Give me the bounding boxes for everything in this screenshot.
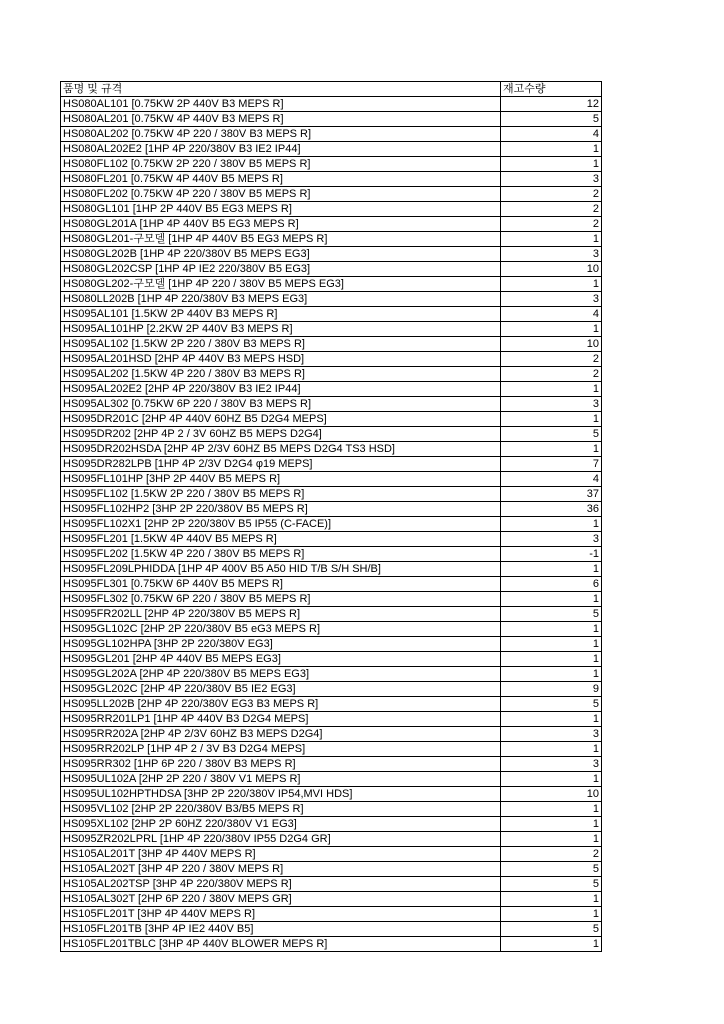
stock-qty-cell: 3	[501, 532, 602, 547]
product-name-cell: HS105FL201TBLC [3HP 4P 440V BLOWER MEPS R]	[61, 937, 501, 952]
header-product-name: 품명 및 규격	[61, 82, 501, 97]
product-name-cell: HS095AL202E2 [2HP 4P 220/380V B3 IE2 IP44]	[61, 382, 501, 397]
stock-qty-cell: 5	[501, 862, 602, 877]
table-row	[61, 547, 602, 562]
product-name-cell: HS095GL102C [2HP 2P 220/380V B5 eG3 MEPS R]	[61, 622, 501, 637]
product-name-cell: HS080GL202B [1HP 4P 220/380V B5 MEPS EG3]	[61, 247, 501, 262]
table-row	[61, 847, 602, 862]
product-name-cell: HS095RR302 [1HP 6P 220 / 380V B3 MEPS R]	[61, 757, 501, 772]
stock-qty-cell: 3	[501, 757, 602, 772]
table-row	[61, 577, 602, 592]
product-name-cell: HS095GL102HPA [3HP 2P 220/380V EG3]	[61, 637, 501, 652]
product-name-cell: HS095RR201LP1 [1HP 4P 440V B3 D2G4 MEPS]	[61, 712, 501, 727]
table-row	[61, 532, 602, 547]
product-name-cell: HS080GL202CSP [1HP 4P IE2 220/380V B5 EG3]	[61, 262, 501, 277]
stock-qty-cell: 1	[501, 442, 602, 457]
product-name-cell: HS095UL102HPTHDSA [3HP 2P 220/380V IP54,MVI HDS]	[61, 787, 501, 802]
stock-qty-cell: 3	[501, 247, 602, 262]
stock-qty-cell: 1	[501, 517, 602, 532]
product-name-cell: HS080GL201A [1HP 4P 440V B5 EG3 MEPS R]	[61, 217, 501, 232]
table-row	[61, 787, 602, 802]
stock-qty-cell: 1	[501, 592, 602, 607]
product-name-cell: HS095AL202 [1.5KW 4P 220 / 380V B3 MEPS R]	[61, 367, 501, 382]
product-name-cell: HS080GL202-구모델 [1HP 4P 220 / 380V B5 MEPS EG3]	[61, 277, 501, 292]
table-row	[61, 232, 602, 247]
inventory-table-body	[61, 82, 602, 952]
stock-qty-cell: 2	[501, 847, 602, 862]
stock-qty-cell: 3	[501, 172, 602, 187]
product-name-cell: HS095FR202LL [2HP 4P 220/380V B5 MEPS R]	[61, 607, 501, 622]
stock-qty-cell: 5	[501, 877, 602, 892]
stock-qty-cell: 5	[501, 112, 602, 127]
product-name-cell: HS095XL102 [2HP 2P 60HZ 220/380V V1 EG3]	[61, 817, 501, 832]
table-row	[61, 682, 602, 697]
stock-qty-cell: 6	[501, 577, 602, 592]
stock-qty-cell: 1	[501, 667, 602, 682]
stock-qty-cell: 7	[501, 457, 602, 472]
table-row	[61, 97, 602, 112]
stock-qty-cell: 1	[501, 652, 602, 667]
inventory-table	[60, 81, 602, 952]
table-row	[61, 667, 602, 682]
product-name-cell: HS095RR202LP [1HP 4P 2 / 3V B3 D2G4 MEPS]	[61, 742, 501, 757]
table-row	[61, 712, 602, 727]
table-row	[61, 622, 602, 637]
stock-qty-cell: 3	[501, 727, 602, 742]
stock-qty-cell: -1	[501, 547, 602, 562]
table-row	[61, 142, 602, 157]
stock-qty-cell: 10	[501, 787, 602, 802]
table-row	[61, 277, 602, 292]
stock-qty-cell: 12	[501, 97, 602, 112]
table-row	[61, 127, 602, 142]
product-name-cell: HS080AL101 [0.75KW 2P 440V B3 MEPS R]	[61, 97, 501, 112]
table-header-row	[61, 82, 602, 97]
product-name-cell: HS080AL202E2 [1HP 4P 220/380V B3 IE2 IP44]	[61, 142, 501, 157]
product-name-cell: HS095GL201 [2HP 4P 440V B5 MEPS EG3]	[61, 652, 501, 667]
table-row	[61, 472, 602, 487]
table-row	[61, 517, 602, 532]
product-name-cell: HS080GL201-구모델 [1HP 4P 440V B5 EG3 MEPS R]	[61, 232, 501, 247]
stock-qty-cell: 4	[501, 307, 602, 322]
table-row	[61, 772, 602, 787]
product-name-cell: HS095FL201 [1.5KW 4P 440V B5 MEPS R]	[61, 532, 501, 547]
stock-qty-cell: 1	[501, 817, 602, 832]
table-row	[61, 262, 602, 277]
product-name-cell: HS105FL201T [3HP 4P 440V MEPS R]	[61, 907, 501, 922]
table-row	[61, 607, 602, 622]
table-row	[61, 757, 602, 772]
product-name-cell: HS095FL302 [0.75KW 6P 220 / 380V B5 MEPS R]	[61, 592, 501, 607]
table-row	[61, 442, 602, 457]
stock-qty-cell: 4	[501, 127, 602, 142]
product-name-cell: HS095AL302 [0.75KW 6P 220 / 380V B3 MEPS R]	[61, 397, 501, 412]
table-row	[61, 727, 602, 742]
product-name-cell: HS095GL202A [2HP 4P 220/380V B5 MEPS EG3]	[61, 667, 501, 682]
product-name-cell: HS095RR202A [2HP 4P 2/3V 60HZ B3 MEPS D2G4]	[61, 727, 501, 742]
product-name-cell: HS095AL101HP [2.2KW 2P 440V B3 MEPS R]	[61, 322, 501, 337]
product-name-cell: HS095DR202 [2HP 4P 2 / 3V 60HZ B5 MEPS D2G4]	[61, 427, 501, 442]
product-name-cell: HS095UL102A [2HP 2P 220 / 380V V1 MEPS R]	[61, 772, 501, 787]
stock-qty-cell: 1	[501, 712, 602, 727]
table-row	[61, 247, 602, 262]
table-row	[61, 382, 602, 397]
product-name-cell: HS095DR202HSDA [2HP 4P 2/3V 60HZ B5 MEPS D2G4 TS3 HSD]	[61, 442, 501, 457]
stock-qty-cell: 37	[501, 487, 602, 502]
stock-qty-cell: 1	[501, 802, 602, 817]
stock-qty-cell: 1	[501, 562, 602, 577]
table-row	[61, 487, 602, 502]
product-name-cell: HS095FL209LPHIDDA [1HP 4P 400V B5 A50 HID T/B S/H SH/B]	[61, 562, 501, 577]
product-name-cell: HS105FL201TB [3HP 4P IE2 440V B5]	[61, 922, 501, 937]
stock-qty-cell: 1	[501, 142, 602, 157]
stock-qty-cell: 1	[501, 382, 602, 397]
product-name-cell: HS095VL102 [2HP 2P 220/380V B3/B5 MEPS R]	[61, 802, 501, 817]
table-row	[61, 652, 602, 667]
stock-qty-cell: 1	[501, 772, 602, 787]
stock-qty-cell: 10	[501, 337, 602, 352]
product-name-cell: HS095DR282LPB [1HP 4P 2/3V D2G4 φ19 MEPS]	[61, 457, 501, 472]
stock-qty-cell: 5	[501, 697, 602, 712]
stock-qty-cell: 3	[501, 292, 602, 307]
stock-qty-cell: 1	[501, 277, 602, 292]
product-name-cell: HS080LL202B [1HP 4P 220/380V B3 MEPS EG3]	[61, 292, 501, 307]
table-row	[61, 157, 602, 172]
table-row	[61, 217, 602, 232]
stock-qty-cell: 1	[501, 907, 602, 922]
table-row	[61, 502, 602, 517]
table-row	[61, 292, 602, 307]
table-row	[61, 412, 602, 427]
table-row	[61, 742, 602, 757]
table-row	[61, 112, 602, 127]
table-row	[61, 352, 602, 367]
stock-qty-cell: 1	[501, 232, 602, 247]
table-row	[61, 307, 602, 322]
stock-qty-cell: 5	[501, 922, 602, 937]
product-name-cell: HS105AL302T [2HP 6P 220 / 380V MEPS GR]	[61, 892, 501, 907]
table-row	[61, 592, 602, 607]
table-row	[61, 187, 602, 202]
stock-qty-cell: 2	[501, 352, 602, 367]
product-name-cell: HS105AL202T [3HP 4P 220 / 380V MEPS R]	[61, 862, 501, 877]
product-name-cell: HS095GL202C [2HP 4P 220/380V B5 IE2 EG3]	[61, 682, 501, 697]
table-row	[61, 367, 602, 382]
product-name-cell: HS080AL202 [0.75KW 4P 220 / 380V B3 MEPS R]	[61, 127, 501, 142]
product-name-cell: HS095FL102X1 [2HP 2P 220/380V B5 IP55 (C-FACE)]	[61, 517, 501, 532]
table-row	[61, 862, 602, 877]
product-name-cell: HS095FL101HP [3HP 2P 440V B5 MEPS R]	[61, 472, 501, 487]
header-stock-qty: 재고수량	[501, 82, 602, 97]
stock-qty-cell: 2	[501, 217, 602, 232]
stock-qty-cell: 3	[501, 397, 602, 412]
product-name-cell: HS105AL202TSP [3HP 4P 220/380V MEPS R]	[61, 877, 501, 892]
stock-qty-cell: 5	[501, 427, 602, 442]
table-row	[61, 832, 602, 847]
table-row	[61, 202, 602, 217]
product-name-cell: HS080GL101 [1HP 2P 440V B5 EG3 MEPS R]	[61, 202, 501, 217]
table-row	[61, 337, 602, 352]
product-name-cell: HS095FL301 [0.75KW 6P 440V B5 MEPS R]	[61, 577, 501, 592]
table-row	[61, 172, 602, 187]
stock-qty-cell: 2	[501, 367, 602, 382]
stock-qty-cell: 36	[501, 502, 602, 517]
product-name-cell: HS095FL102HP2 [3HP 2P 220/380V B5 MEPS R]	[61, 502, 501, 517]
table-row	[61, 457, 602, 472]
table-row	[61, 907, 602, 922]
stock-qty-cell: 1	[501, 622, 602, 637]
table-row	[61, 877, 602, 892]
table-row	[61, 802, 602, 817]
table-row	[61, 637, 602, 652]
product-name-cell: HS105AL201T [3HP 4P 440V MEPS R]	[61, 847, 501, 862]
product-name-cell: HS095ZR202LPRL [1HP 4P 220/380V IP55 D2G4 GR]	[61, 832, 501, 847]
stock-qty-cell: 1	[501, 637, 602, 652]
table-row	[61, 322, 602, 337]
stock-qty-cell: 1	[501, 742, 602, 757]
product-name-cell: HS080FL102 [0.75KW 2P 220 / 380V B5 MEPS R]	[61, 157, 501, 172]
product-name-cell: HS080AL201 [0.75KW 4P 440V B3 MEPS R]	[61, 112, 501, 127]
stock-qty-cell: 5	[501, 607, 602, 622]
product-name-cell: HS095DR201C [2HP 4P 440V 60HZ B5 D2G4 MEPS]	[61, 412, 501, 427]
table-row	[61, 697, 602, 712]
table-row	[61, 562, 602, 577]
table-row	[61, 892, 602, 907]
stock-qty-cell: 2	[501, 187, 602, 202]
product-name-cell: HS095AL101 [1.5KW 2P 440V B3 MEPS R]	[61, 307, 501, 322]
stock-qty-cell: 2	[501, 202, 602, 217]
stock-qty-cell: 1	[501, 892, 602, 907]
product-name-cell: HS095FL102 [1.5KW 2P 220 / 380V B5 MEPS R]	[61, 487, 501, 502]
stock-qty-cell: 1	[501, 412, 602, 427]
stock-qty-cell: 1	[501, 322, 602, 337]
stock-qty-cell: 10	[501, 262, 602, 277]
product-name-cell: HS080FL202 [0.75KW 4P 220 / 380V B5 MEPS R]	[61, 187, 501, 202]
product-name-cell: HS095AL102 [1.5KW 2P 220 / 380V B3 MEPS R]	[61, 337, 501, 352]
stock-qty-cell: 4	[501, 472, 602, 487]
stock-qty-cell: 1	[501, 937, 602, 952]
stock-qty-cell: 9	[501, 682, 602, 697]
product-name-cell: HS095AL201HSD [2HP 4P 440V B3 MEPS HSD]	[61, 352, 501, 367]
stock-qty-cell: 1	[501, 157, 602, 172]
table-row	[61, 817, 602, 832]
product-name-cell: HS080FL201 [0.75KW 4P 440V B5 MEPS R]	[61, 172, 501, 187]
table-row	[61, 937, 602, 952]
product-name-cell: HS095FL202 [1.5KW 4P 220 / 380V B5 MEPS R]	[61, 547, 501, 562]
product-name-cell: HS095LL202B [2HP 4P 220/380V EG3 B3 MEPS R]	[61, 697, 501, 712]
table-row	[61, 397, 602, 412]
table-row	[61, 922, 602, 937]
table-row	[61, 427, 602, 442]
stock-qty-cell: 1	[501, 832, 602, 847]
